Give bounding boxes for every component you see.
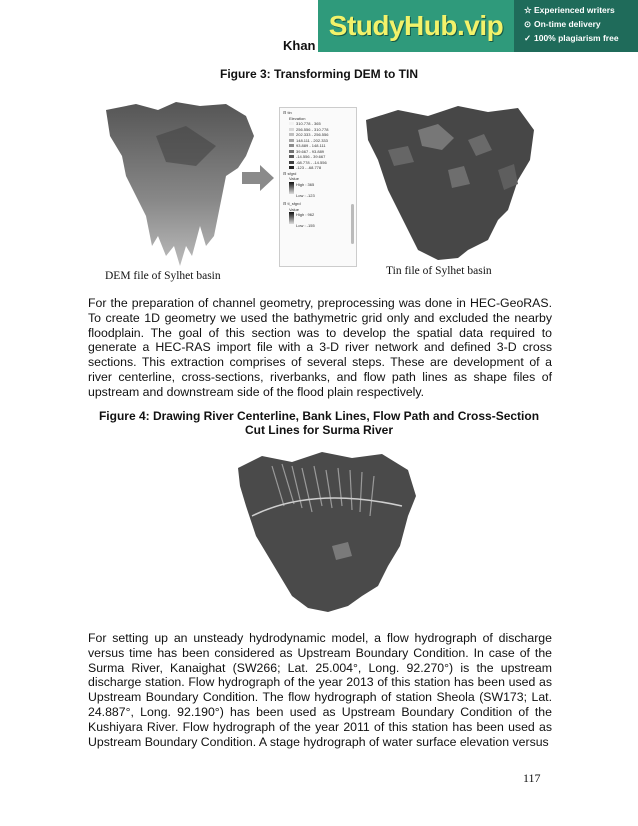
legend-class: -68.778 - -14.556 <box>289 160 353 166</box>
legend-layer: ⊟ tin <box>283 110 292 115</box>
body-paragraph-1: For the preparation of channel geometry, preprocessing was done in HEC-GeoRAS. To create 1D geometry we used the bathymetric grid only and excluded the nearby floodplain. The goal of this section was to develop the spatial data required to generate a HEC-RAS import file with a 3-D river network and defined 3-D cross sections. This extraction comprises of several steps. These are development of a river centerline, cross-sections, riverbanks, and flow path lines as shape files of upstream and downstream side of the flood plain respectively. <box>88 296 552 399</box>
surma-river-map-image <box>232 446 422 616</box>
legend-class: 93.889 - 148.111 <box>289 143 353 149</box>
banner-logo: StudyHub.vip <box>318 0 514 52</box>
figure-3-title: Figure 3: Transforming DEM to TIN <box>219 67 418 81</box>
legend-class: -14.556 - 39.667 <box>289 154 353 160</box>
legend-swatch <box>289 161 294 164</box>
legend-swatch <box>289 122 294 125</box>
legend-swatch <box>289 139 294 142</box>
legend-ramp: High : 962 Low : -155 <box>283 212 353 229</box>
legend-swatch <box>289 133 294 136</box>
arrow-right-icon <box>242 165 274 191</box>
legend-swatch <box>289 150 294 153</box>
legend-value-label: Value <box>289 176 299 181</box>
legend-layer: ⊟ sfgrd <box>283 170 297 176</box>
banner-feature-list <box>514 0 619 52</box>
legend-value-label: Value <box>289 206 299 212</box>
check-icon: ✓ <box>524 33 532 43</box>
page-number: 117 <box>523 771 541 785</box>
dem-map-image <box>96 96 261 276</box>
legend-scrollbar[interactable] <box>351 204 354 244</box>
banner-feature: ⊙ On-time delivery <box>524 19 601 29</box>
banner-feature: ☆ Experienced writers <box>524 5 615 15</box>
legend-swatch <box>289 128 294 131</box>
legend-heading: Elevation <box>289 115 306 121</box>
body-paragraph-2: For setting up an unsteady hydrodynamic model, a flow hydrograph of discharge versus time has been considered as Upstream Boundary Condition. In case of the Surma River, Kanaighat (SW266; Lat. 25.004°, Long. 92.270°) is the upstream discharge station. Flow hydrograph of the year 2013 of this station has been used as Upstream Boundary Condition. The flow hydrograph of station Sheola (SW173; Lat. 24.887°, Long. 92.190°) has been used as Upstream Boundary Condition of the Kushiyara River. Flow hydrograph of the year 2011 of this station has been used as Upstream Boundary Condition. A stage hydrograph of water surface elevation versus <box>88 631 552 749</box>
legend-class: 39.667 - 93.889 <box>289 149 353 155</box>
legend-swatch <box>289 144 294 147</box>
banner-feature: ✓ 100% plagiarism free <box>524 33 619 43</box>
legend-classes <box>283 121 353 171</box>
tin-map-image <box>358 100 538 270</box>
legend-ramp: High : 365 Low : -123 <box>283 182 353 199</box>
legend-class: -123 - -68.778 <box>289 165 353 171</box>
map-legend <box>279 107 357 267</box>
legend-class: 148.111 - 202.333 <box>289 138 353 144</box>
legend-class: 310.778 - 365 <box>289 121 353 127</box>
figure-4-title-line-1: Figure 4: Drawing River Centerline, Bank Lines, Flow Path and Cross-Section <box>98 409 540 423</box>
ad-banner[interactable] <box>318 0 638 52</box>
legend-class: 202.333 - 256.556 <box>289 132 353 138</box>
legend-layer: ⊟ tl_sfgrd <box>283 201 301 206</box>
running-head: Khan <box>283 38 316 53</box>
legend-swatch <box>289 166 294 169</box>
star-icon: ☆ <box>524 5 532 15</box>
dem-caption: DEM file of Sylhet basin <box>105 270 221 282</box>
figure-4-title-line-2: Cut Lines for Surma River <box>244 423 394 437</box>
clock-icon: ⊙ <box>524 19 532 29</box>
tin-caption: Tin file of Sylhet basin <box>386 265 492 277</box>
legend-swatch <box>289 155 294 158</box>
legend-class: 256.556 - 310.778 <box>289 127 353 133</box>
